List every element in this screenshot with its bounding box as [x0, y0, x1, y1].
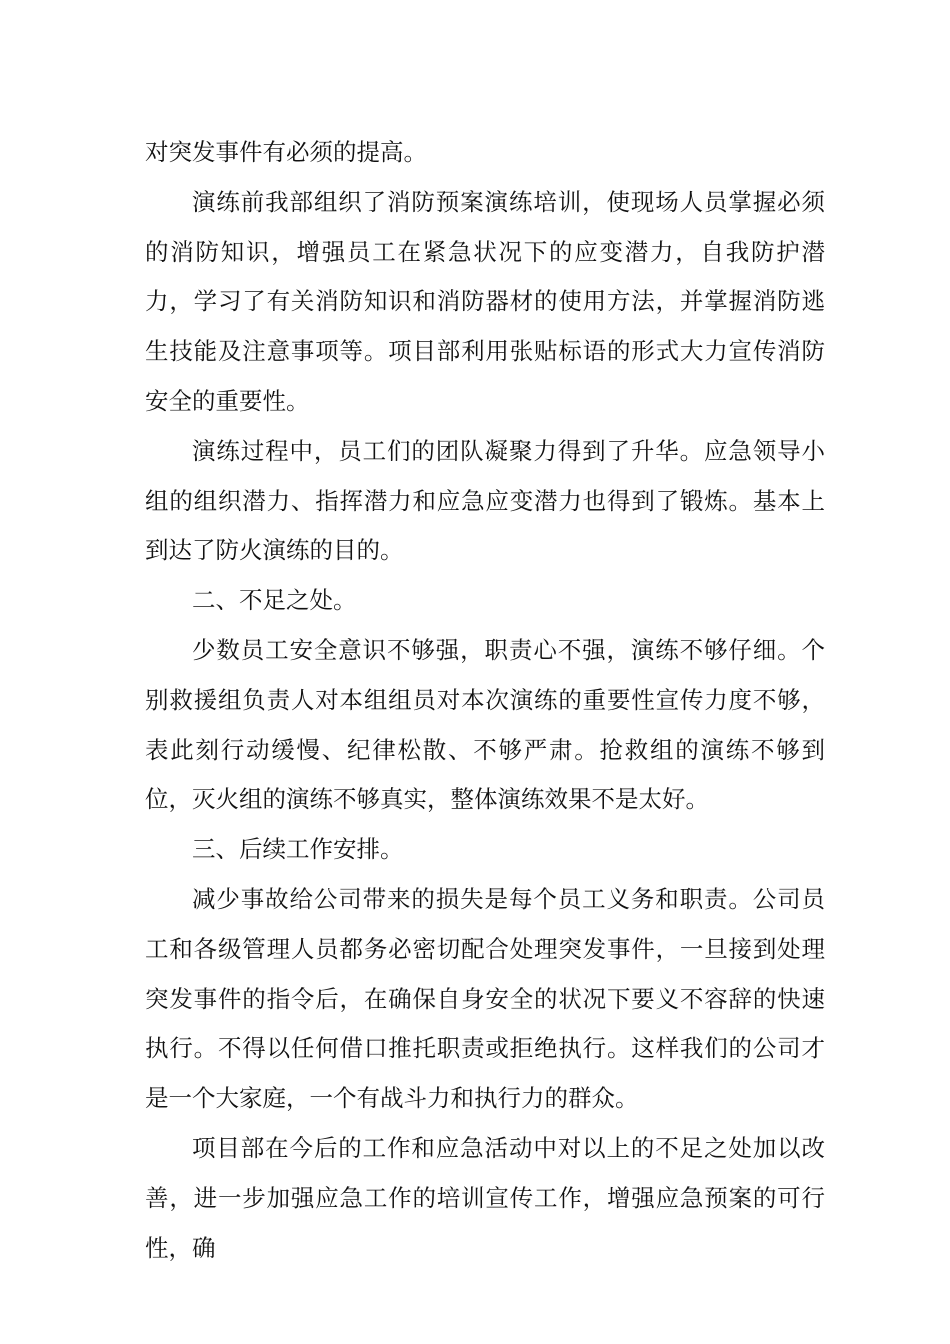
paragraph-1: 对突发事件有必须的提高。 — [145, 138, 427, 166]
section-heading-shortcomings: 二、不足之处。 — [192, 586, 357, 615]
paragraph-7: 减少事故给公司带来的损失是每个员工义务和职责。公司员工和各级管理人员都务必密切配合处理突发事件，一旦接到处理突发事件的指令后，在确保自身安全的状况下要义不容辞的快速执行。不得以任何借口推托职责或拒绝执行。这样我们的公司才是一个大家庭，一个有战斗力和执行力的群众。 — [145, 884, 825, 1113]
section-heading-follow-up: 三、后续工作安排。 — [192, 835, 404, 864]
paragraph-2: 演练前我部组织了消防预案演练培训，使现场人员掌握必须的消防知识，增强员工在紧急状况下的应变潜力，自我防护潜力，学习了有关消防知识和消防器材的使用方法，并掌握消防逃生技能及注意事项等。项目部利用张贴标语的形式大力宣传消防安全的重要性。 — [145, 187, 825, 415]
paragraph-8: 项目部在今后的工作和应急活动中对以上的不足之处加以改善，进一步加强应急工作的培训宣传工作，增强应急预案的可行性，确 — [145, 1133, 825, 1262]
paragraph-3: 演练过程中，员工们的团队凝聚力得到了升华。应急领导小组的组织潜力、指挥潜力和应急应变潜力也得到了锻炼。基本上到达了防火演练的目的。 — [145, 436, 825, 565]
paragraph-5: 少数员工安全意识不够强，职责心不强，演练不够仔细。个别救援组负责人对本组组员对本次演练的重要性宣传力度不够，表此刻行动缓慢、纪律松散、不够严肃。抢救组的演练不够到位，灭火组的演练不够真实，整体演练效果不是太好。 — [145, 635, 825, 814]
document-body — [145, 128, 825, 1273]
